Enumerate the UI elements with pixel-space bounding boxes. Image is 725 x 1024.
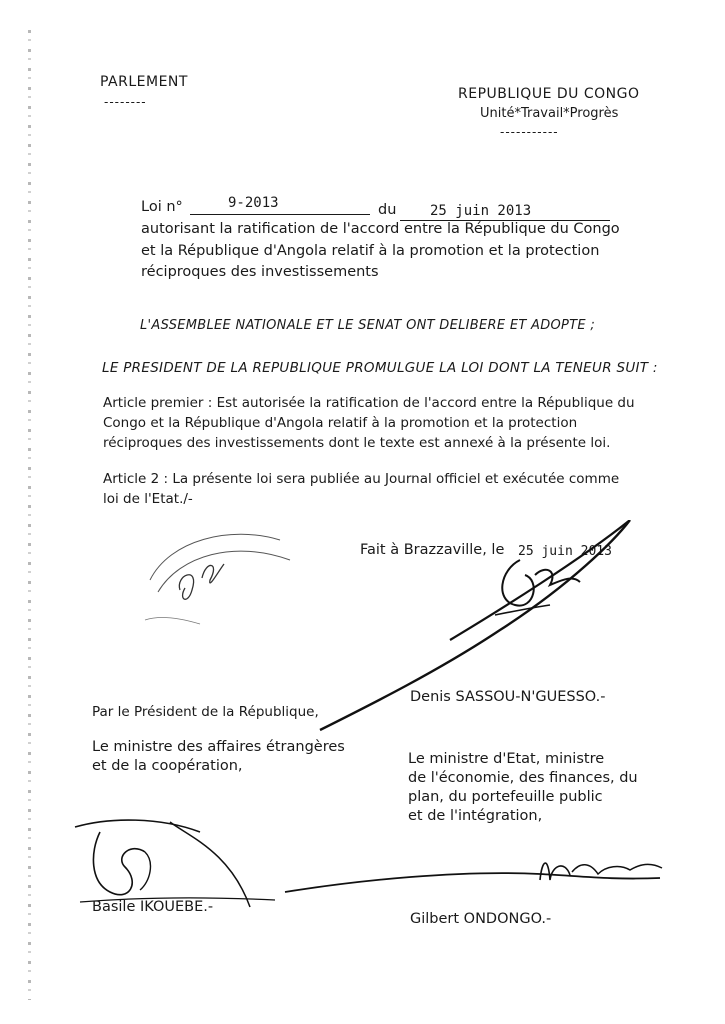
republic-title: REPUBLIQUE DU CONGO — [458, 86, 640, 102]
president-signature — [300, 520, 640, 740]
scan-binding-edge — [28, 30, 31, 1000]
law-prefix: Loi n° — [141, 199, 183, 215]
law-number-underline — [190, 214, 370, 215]
article-2-line: loi de l'Etat./- — [103, 491, 193, 507]
preamble-president: LE PRESIDENT DE LA REPUBLIQUE PROMULGUE LA LOI DONT LA TENEUR SUIT : — [102, 360, 658, 376]
law-title-line: et la République d'Angola relatif à la promotion et la protection — [141, 243, 600, 259]
minister-1-title-line: Le ministre des affaires étrangères — [92, 739, 345, 755]
republic-motto: Unité*Travail*Progrès — [480, 106, 619, 121]
parliament-title: PARLEMENT — [100, 74, 188, 90]
article-1-line: Article premier : Est autorisée la ratification de l'accord entre la République du — [103, 395, 635, 411]
place-date: 25 juin 2013 — [518, 544, 612, 559]
minister-2-title-line: et de l'intégration, — [408, 808, 543, 824]
minister-2-title-line: plan, du portefeuille public — [408, 789, 603, 805]
law-title-line: réciproques des investissements — [141, 264, 379, 280]
law-date: 25 juin 2013 — [430, 203, 532, 219]
seal-stamp-mark — [140, 520, 300, 630]
republic-rule: ----------- — [500, 125, 559, 139]
parliament-rule: -------- — [104, 95, 147, 109]
article-1-line: Congo et la République d'Angola relatif à la promotion et la protection — [103, 415, 578, 431]
preamble-assembly: L'ASSEMBLEE NATIONALE ET LE SENAT ONT DELIBERE ET ADOPTE ; — [140, 318, 596, 333]
place-date-prefix: Fait à Brazzaville, le — [360, 542, 505, 558]
article-1-line: réciproques des investissements dont le texte est annexé à la présente loi. — [103, 435, 611, 451]
minister-2-title-line: de l'économie, des finances, du — [408, 770, 638, 786]
president-name: Denis SASSOU-N'GUESSO.- — [410, 689, 606, 705]
law-title-line: autorisant la ratification de l'accord entre la République du Congo — [141, 221, 620, 237]
minister-2-name: Gilbert ONDONGO.- — [410, 911, 552, 927]
by-president-label: Par le Président de la République, — [92, 704, 319, 720]
minister-2-title-line: Le ministre d'Etat, ministre — [408, 751, 605, 767]
minister-1-name: Basile IKOUEBE.- — [92, 899, 214, 915]
law-number: 9-2013 — [228, 195, 279, 211]
article-2-line: Article 2 : La présente loi sera publiée au Journal officiel et exécutée comme — [103, 471, 620, 487]
law-date-prefix: du — [378, 202, 397, 218]
minister-1-title-line: et de la coopération, — [92, 758, 243, 774]
minister-1-signature — [70, 812, 280, 912]
minister-2-signature — [280, 850, 670, 900]
